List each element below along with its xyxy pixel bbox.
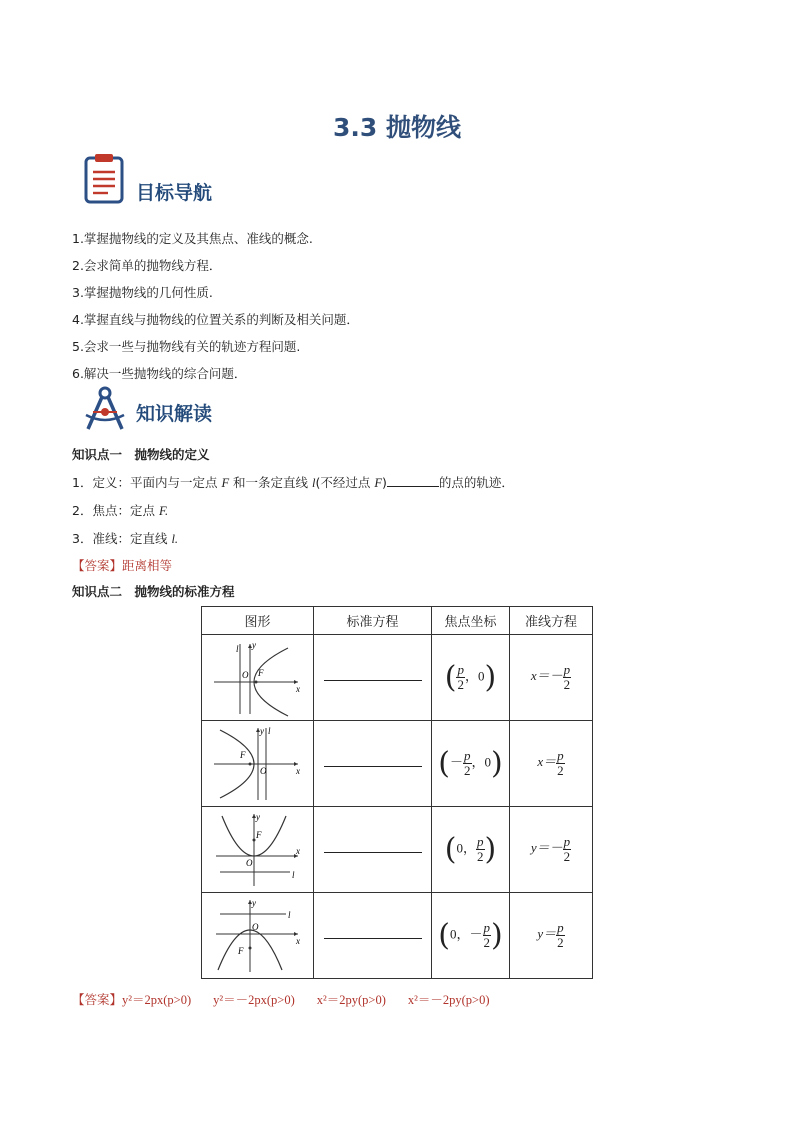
table-header: 焦点坐标 <box>432 607 510 635</box>
table-header: 标准方程 <box>314 607 432 635</box>
focus-var: F. <box>158 504 169 518</box>
fraction <box>456 663 465 691</box>
paren: ) <box>491 918 503 953</box>
table-row <box>202 893 593 979</box>
def-var: F <box>374 476 383 490</box>
def-text: 1．定义：平面内与一定点 <box>72 475 222 490</box>
svg-text:O: O <box>259 765 266 776</box>
svg-text:O: O <box>245 857 252 868</box>
answer-equation: x²＝－2py(p>0) <box>407 993 490 1007</box>
equation-blank <box>324 766 422 767</box>
focus-text: 2．焦点：定点 <box>72 503 159 518</box>
frac-den: 2 <box>483 935 490 950</box>
def-var: F <box>221 476 230 490</box>
fraction <box>563 835 572 863</box>
kp1-directrix <box>72 529 178 547</box>
table-row <box>202 721 593 807</box>
def-text: 和一条定直线 <box>229 475 313 490</box>
table-row <box>202 635 593 721</box>
def-text: ) <box>382 475 387 490</box>
paren: ) <box>484 660 497 695</box>
focus-cell <box>432 635 510 721</box>
clipboard-icon <box>82 152 128 206</box>
answer-tag: 【答案】 <box>72 558 123 573</box>
def-var: l <box>312 476 316 490</box>
fraction <box>463 749 472 777</box>
dir-var: x＝ <box>537 754 557 770</box>
def-text: (不经过点 <box>315 475 375 490</box>
svg-text:l: l <box>235 643 239 654</box>
frac-num: p <box>557 920 564 936</box>
frac-num: p <box>457 662 464 678</box>
table-row <box>202 807 593 893</box>
equation-blank <box>324 938 422 939</box>
svg-text:F: F <box>237 945 243 956</box>
svg-text:x: x <box>295 845 300 856</box>
kp2-heading: 知识点二 抛物线的标准方程 <box>72 584 235 599</box>
parabola-graph <box>210 638 306 718</box>
svg-text:x: x <box>295 683 300 694</box>
svg-text:F: F <box>257 667 263 678</box>
frac-den: 2 <box>557 935 564 950</box>
directrix-var: l. <box>171 532 179 546</box>
equation-cell <box>314 893 432 979</box>
goal-item: 5.会求一些与抛物线有关的轨迹方程问题. <box>72 339 301 354</box>
answer-equation: y²＝2px(p>0) <box>122 993 192 1007</box>
kp1-answer <box>72 556 172 574</box>
graph-cell <box>202 721 314 807</box>
compass-icon <box>80 385 130 435</box>
kp1-focus <box>72 501 168 519</box>
goal-item: 6.解决一些抛物线的综合问题． <box>72 366 247 381</box>
svg-text:O: O <box>251 921 258 932</box>
focus-cell <box>432 893 510 979</box>
directrix-cell <box>510 807 593 893</box>
equation-cell <box>314 721 432 807</box>
focus-sign: － <box>449 754 463 770</box>
fill-blank <box>387 476 439 487</box>
equation-cell <box>314 635 432 721</box>
paren: ) <box>491 746 503 781</box>
parabola-graph <box>210 724 306 804</box>
kp2-answer <box>72 990 512 1008</box>
kp1-definition <box>72 473 514 491</box>
equation-blank <box>324 680 422 681</box>
svg-text:F: F <box>239 749 245 760</box>
frac-num: p <box>483 920 490 936</box>
fraction <box>556 921 565 949</box>
frac-den: 2 <box>557 763 564 778</box>
frac-den: 2 <box>464 763 471 778</box>
frac-num: p <box>477 834 484 850</box>
goal-item: 2.会求简单的抛物线方程． <box>72 258 222 273</box>
section-label: 知识解读 <box>136 403 213 425</box>
answer-equation: y²＝－2px(p>0) <box>213 993 295 1007</box>
svg-text:y: y <box>251 897 256 908</box>
focus-rest: ，0 <box>464 668 485 684</box>
paren: ( <box>438 918 450 953</box>
directrix-text: 3．准线：定直线 <box>72 531 172 546</box>
def-text: 的点的轨迹． <box>438 475 514 490</box>
svg-text:y: y <box>255 811 260 822</box>
svg-text:O: O <box>241 669 248 680</box>
focus-cell <box>432 721 510 807</box>
frac-den: 2 <box>457 677 464 692</box>
section-label: 目标导航 <box>136 182 213 204</box>
svg-text:l: l <box>291 869 295 880</box>
svg-text:x: x <box>295 935 300 946</box>
goal-item: 1.掌握抛物线的定义及其焦点、准线的概念. <box>72 231 313 246</box>
svg-text:l: l <box>267 725 271 736</box>
frac-den: 2 <box>563 849 571 864</box>
paren: ( <box>444 660 457 695</box>
focus-lead: 0， <box>456 840 476 856</box>
directrix-cell <box>510 635 593 721</box>
frac-num: p <box>557 748 564 764</box>
paren: ( <box>438 746 450 781</box>
table-header: 准线方程 <box>510 607 593 635</box>
fraction <box>563 663 572 691</box>
page-title: 3.3 抛物线 <box>333 113 461 142</box>
svg-text:x: x <box>295 765 300 776</box>
answer-tag: 【答案】 <box>72 992 123 1007</box>
paren: ) <box>484 832 497 867</box>
parabola-graph <box>210 810 306 890</box>
standard-equation-table <box>201 606 593 979</box>
frac-num: p <box>563 834 571 850</box>
parabola-graph <box>210 896 306 976</box>
section-header-knowledge <box>80 385 280 443</box>
goal-item: 4.掌握直线与抛物线的位置关系的判断及相关问题． <box>72 312 359 327</box>
directrix-cell <box>510 893 593 979</box>
svg-text:y: y <box>259 725 264 736</box>
paren: ( <box>444 832 457 867</box>
section-header-goals <box>80 152 280 210</box>
table-header-row <box>202 607 593 635</box>
dir-var: x＝－ <box>530 668 563 684</box>
answer-text: 距离相等 <box>122 558 173 573</box>
frac-den: 2 <box>563 677 571 692</box>
fraction <box>556 749 565 777</box>
table-header: 图形 <box>202 607 314 635</box>
kp1-heading: 知识点一 抛物线的定义 <box>72 447 210 462</box>
frac-num: p <box>464 748 471 764</box>
dir-var: y＝ <box>537 926 557 942</box>
dir-var: y＝－ <box>530 840 563 856</box>
goal-item: 3.掌握抛物线的几何性质. <box>72 285 213 300</box>
focus-cell <box>432 807 510 893</box>
answer-equation: x²＝2py(p>0) <box>316 993 386 1007</box>
focus-rest: ，0 <box>471 754 492 770</box>
directrix-cell <box>510 721 593 807</box>
graph-cell <box>202 807 314 893</box>
fraction <box>483 921 492 949</box>
frac-den: 2 <box>477 849 484 864</box>
frac-num: p <box>563 662 571 678</box>
svg-text:l: l <box>287 909 291 920</box>
equation-cell <box>314 807 432 893</box>
equation-blank <box>324 852 422 853</box>
focus-lead: 0，－ <box>449 926 483 942</box>
svg-text:y: y <box>251 639 256 650</box>
graph-cell <box>202 635 314 721</box>
svg-text:F: F <box>255 829 261 840</box>
graph-cell <box>202 893 314 979</box>
fraction <box>476 835 485 863</box>
